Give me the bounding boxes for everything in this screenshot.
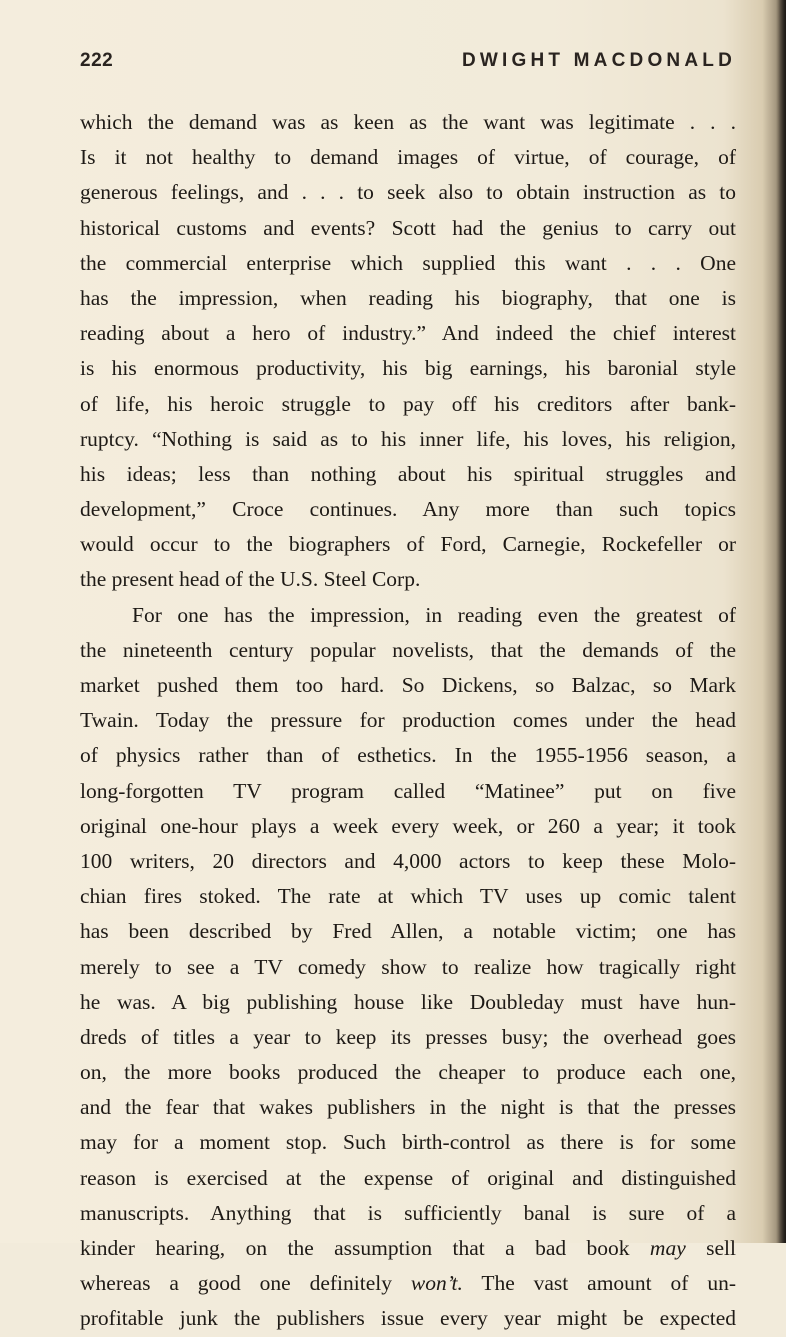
text-line: the present head of the U.S. Steel Corp. [80,567,421,592]
text-line: development,” Croce continues. Any more than such topics [80,497,736,522]
page-binding-edge [776,0,786,1243]
text-line: reason is exercised at the expense of original and distinguished [80,1165,736,1190]
text-line: For one has the impression, in reading even the greatest of [132,602,736,627]
text-line: would occur to the biographers of Ford, Carnegie, Rockefeller or [80,532,736,557]
page-number: 222 [80,50,114,71]
text-line: is his enormous productivity, his big earnings, his baronial style [80,356,736,381]
text-span: sell [685,1236,736,1260]
text-line: has been described by Fred Allen, a notable victim; one has [80,919,736,944]
text-line: of life, his heroic struggle to pay off his creditors after bank- [80,391,736,416]
text-line: Is it not healthy to demand images of virtue, of courage, of [80,145,736,170]
body-text [80,105,736,1337]
text-line: he was. A big publishing house like Doubleday must have hun- [80,989,736,1014]
text-line: manuscripts. Anything that is sufficiently banal is sure of a [80,1200,736,1225]
text-line: historical customs and events? Scott had the genius to carry out [80,215,736,240]
text-line: reading about a hero of industry.” And indeed the chief interest [80,321,736,346]
text-line: of physics rather than of esthetics. In the 1955-1956 season, a [80,743,736,768]
text-line [80,1266,736,1301]
text-line: chian fires stoked. The rate at which TV uses up comic talent [80,884,736,909]
italic-text: may [649,1236,686,1260]
text-line: ruptcy. “Nothing is said as to his inner life, his loves, his religion, [80,426,736,451]
text-line: 100 writers, 20 directors and 4,000 actors to keep these Molo- [80,848,736,873]
text-line: his ideas; less than nothing about his spiritual struggles and [80,461,736,486]
running-head [80,50,736,78]
text-line: the commercial enterprise which supplied this want . . . One [80,250,736,275]
text-span: The vast amount of un- [462,1271,736,1296]
italic-text: won’t. [410,1271,463,1296]
text-line: original one-hour plays a week every week, or 260 a year; it took [80,813,736,838]
text-line [80,1231,736,1266]
text-span: kinder hearing, on the assumption that a bad book [80,1236,650,1260]
text-line: dreds of titles a year to keep its presses busy; the overhead goes [80,1024,736,1049]
text-line: the nineteenth century popular novelists, that the demands of the [80,637,736,662]
text-line: long-forgotten TV program called “Matinee” put on five [80,778,736,803]
text-span: whereas a good one definitely [80,1271,411,1296]
text-line: which the demand was as keen as the want was legitimate . . . [80,110,736,134]
running-head-author: DWIGHT MACDONALD [461,50,736,71]
text-line: has the impression, when reading his biography, that one is [80,285,736,310]
text-line: market pushed them too hard. So Dickens, so Balzac, so Mark [80,673,736,697]
text-line: merely to see a TV comedy show to realize how tragically right [80,954,736,979]
text-line: profitable junk the publishers issue every year might be expected [80,1306,736,1331]
text-line: generous feelings, and . . . to seek also to obtain instruction as to [80,180,736,205]
text-line: Twain. Today the pressure for production comes under the head [80,708,736,733]
text-line: may for a moment stop. Such birth-control as there is for some [80,1130,736,1155]
text-line: and the fear that wakes publishers in the night is that the presses [80,1095,736,1120]
text-line: on, the more books produced the cheaper to produce each one, [80,1060,736,1085]
